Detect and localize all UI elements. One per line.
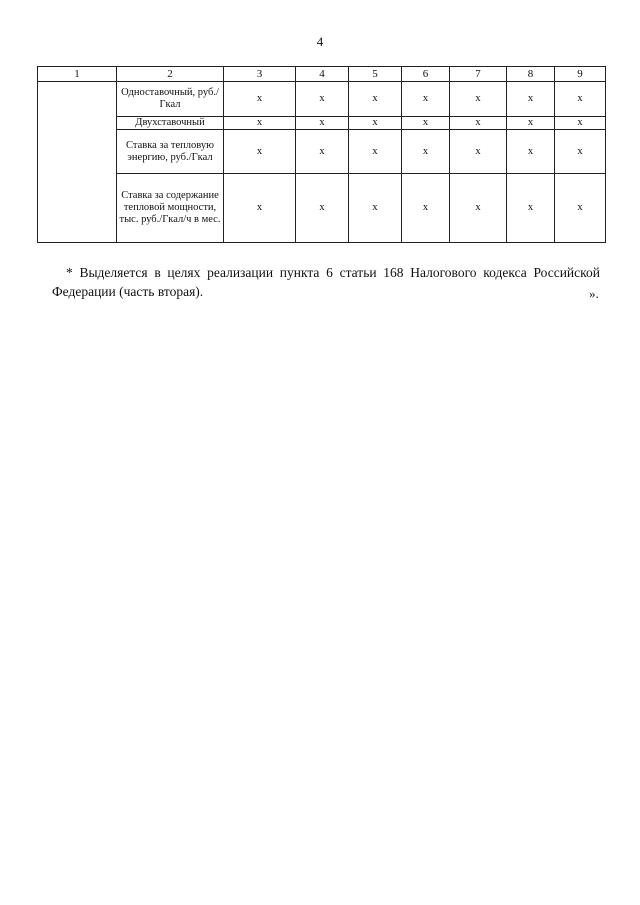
table-cell: x [296, 82, 349, 117]
table-cell: x [349, 82, 402, 117]
table-cell: x [450, 174, 507, 243]
table-cell: x [450, 82, 507, 117]
page-number: 4 [316, 34, 324, 49]
table-cell: x [402, 130, 450, 174]
table-cell: x [507, 82, 555, 117]
table-cell: x [296, 117, 349, 130]
table-row [38, 82, 606, 117]
row-label: Ставка за содержание тепловой мощности, тыс. руб./Гкал/ч в мес. [117, 174, 224, 243]
column-header: 8 [507, 67, 555, 82]
table-row [38, 130, 606, 174]
table-cell: x [296, 130, 349, 174]
table-row [38, 174, 606, 243]
table-cell: x [224, 82, 296, 117]
table-cell: x [402, 117, 450, 130]
row-label: Одноставочный, руб./Гкал [117, 82, 224, 117]
table-cell: x [224, 130, 296, 174]
table-cell: x [349, 130, 402, 174]
column-header: 5 [349, 67, 402, 82]
table-cell: x [555, 117, 606, 130]
table-cell: x [224, 117, 296, 130]
table-cell: x [507, 117, 555, 130]
column-header: 1 [38, 67, 117, 82]
table-cell: x [555, 174, 606, 243]
column-header: 9 [555, 67, 606, 82]
empty-cell [38, 82, 117, 243]
table-cell: x [450, 130, 507, 174]
column-header: 7 [450, 67, 507, 82]
table-cell: x [224, 174, 296, 243]
tariff-table [37, 66, 606, 243]
table-cell: x [450, 117, 507, 130]
table-cell: x [402, 82, 450, 117]
table-cell: x [555, 130, 606, 174]
column-header: 2 [117, 67, 224, 82]
table-header-row [38, 67, 606, 82]
column-header: 6 [402, 67, 450, 82]
column-header: 4 [296, 67, 349, 82]
table-row [38, 117, 606, 130]
table-cell: x [349, 117, 402, 130]
footnote: * Выделяется в целях реализации пункта 6 статьи 168 Налогового кодекса Российской Федерации (часть вторая). [52, 264, 600, 299]
row-label: Двухставочный [117, 117, 224, 130]
table-cell: x [507, 174, 555, 243]
closing-quote: ». [589, 286, 599, 301]
table-cell: x [296, 174, 349, 243]
table-cell: x [507, 130, 555, 174]
table-cell: x [349, 174, 402, 243]
table-cell: x [402, 174, 450, 243]
table-cell: x [555, 82, 606, 117]
column-header: 3 [224, 67, 296, 82]
row-label: Ставка за тепловую энергию, руб./Гкал [117, 130, 224, 174]
